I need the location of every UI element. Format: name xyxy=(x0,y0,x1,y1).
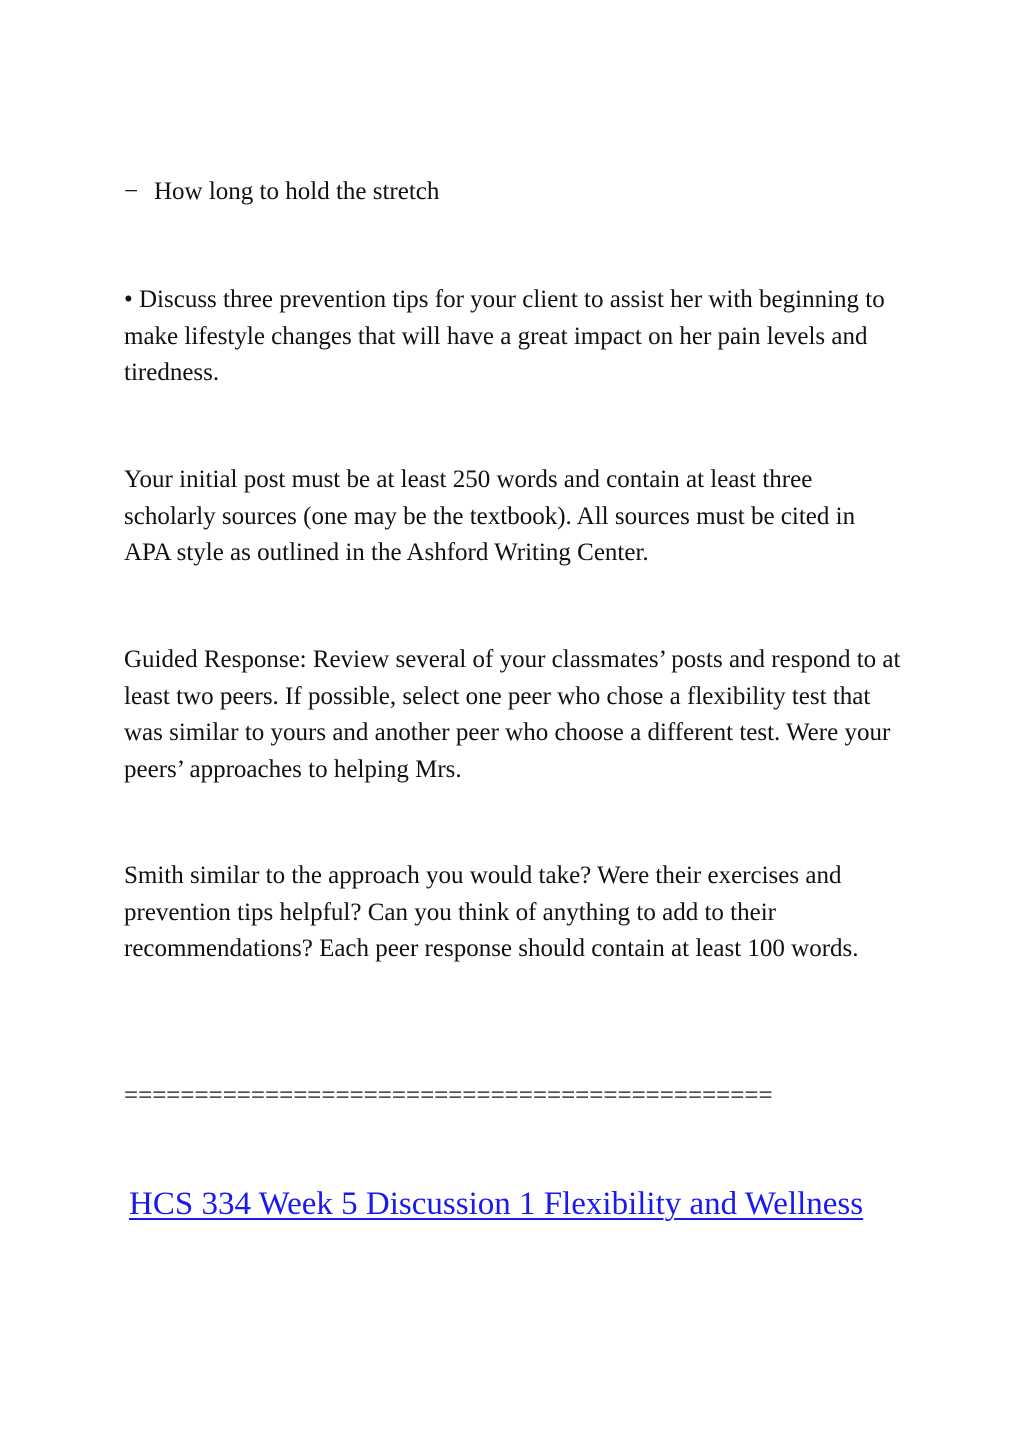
list-item-text: How long to hold the stretch xyxy=(154,178,440,205)
peer-response-paragraph: Smith similar to the approach you would take? Were their exercises and prevention tips helpful? Can you think of anything to add to their recommendations? Each peer response should contain at least 100 words. xyxy=(124,862,859,962)
guided-response-paragraph: Guided Response: Review several of your classmates’ posts and respond to at least two peers. If possible, select one peer who chose a flexibility test that was similar to yours and another peer who choose a different test. Were your peers’ approaches to helping Mrs. xyxy=(124,646,901,783)
list-item xyxy=(124,174,439,211)
prevention-tips-paragraph: • Discuss three prevention tips for your client to assist her with beginning to make lifestyle changes that will have a great impact on her pain levels and tiredness. xyxy=(124,286,885,386)
separator-line: ============================================== xyxy=(124,1082,773,1109)
dash-marker: − xyxy=(124,178,139,205)
course-title-link[interactable]: HCS 334 Week 5 Discussion 1 Flexibility and Wellness xyxy=(129,1186,864,1222)
initial-post-paragraph: Your initial post must be at least 250 words and contain at least three scholarly sources (one may be the textbook). All sources must be cited in APA style as outlined in the Ashford Writing Center. xyxy=(124,466,856,566)
